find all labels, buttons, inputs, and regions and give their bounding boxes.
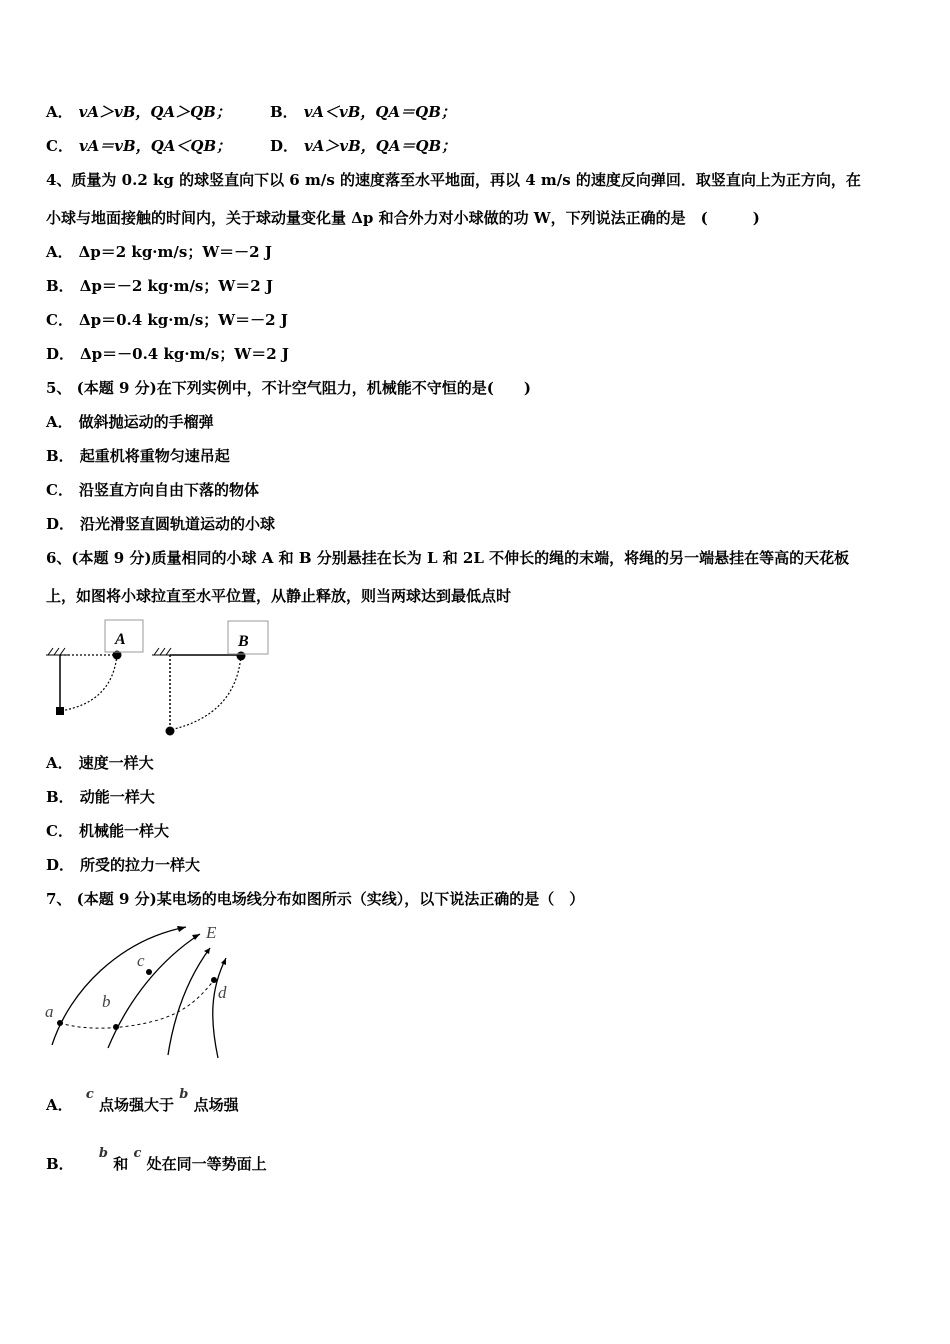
dashed-path — [60, 980, 214, 1028]
q7-field-lines-figure — [40, 920, 250, 1060]
arc-a — [60, 655, 117, 711]
point-b — [113, 1024, 119, 1030]
q4-option-a: A． Δp＝2 kg·m/s；W＝－2 J — [46, 243, 272, 261]
q7-a-symbol-c: c — [85, 1087, 94, 1102]
q5-option-d: D． 沿光滑竖直圆轨道运动的小球 — [46, 515, 276, 533]
point-d — [211, 977, 217, 983]
q7-b-symbol-b: b — [98, 1146, 109, 1161]
pendulum-b — [152, 621, 268, 736]
label-d-point: d — [218, 983, 227, 1002]
q3-option-row-1 — [46, 102, 456, 122]
q4-option-c: C． Δp＝0.4 kg·m/s；W＝－2 J — [46, 311, 288, 329]
q5-stem: 5、 (本题 9 分)在下列实例中，不计空气阻力，机械能不守恒的是( ) — [46, 379, 531, 397]
q7-stem: 7、 (本题 9 分)某电场的电场线分布如图所示（实线），以下说法正确的是（ ） — [46, 890, 585, 908]
label-b: B — [238, 633, 249, 650]
point-c — [146, 969, 152, 975]
field-line-4 — [213, 958, 226, 1058]
point-a — [57, 1020, 63, 1026]
q7-option-a: A． c 点场强大于 b 点场强 — [46, 1087, 239, 1114]
q4-stem-line-2: 小球与地面接触的时间内，关于球动量变化量 Δp 和合外力对小球做的功 W，下列说法正确的是 ( ) — [46, 209, 760, 227]
q6-stem-line-2: 上，如图将小球拉直至水平位置，从静止释放，则当两球达到最低点时 — [46, 587, 512, 605]
q6-pendulum-figure — [40, 615, 280, 740]
hatch-b-2 — [160, 648, 165, 655]
q3-option-b: B． vA＜vB，QA＝QB； — [270, 103, 456, 121]
q3-option-a: A． vA＞vB，QA＞QB； — [46, 103, 231, 121]
label-b-point: b — [102, 992, 111, 1011]
q6-option-d: D． 所受的拉力一样大 — [46, 856, 201, 874]
q6-option-a: A． 速度一样大 — [46, 754, 154, 772]
hatch-a-1 — [48, 648, 53, 655]
q6-option-c: C． 机械能一样大 — [46, 822, 169, 840]
q5-option-a: A． 做斜抛运动的手榴弹 — [46, 413, 214, 431]
q6-option-b: B． 动能一样大 — [46, 788, 155, 806]
ball-a-bottom — [56, 707, 64, 715]
label-a: A — [115, 631, 126, 648]
q3-option-d-text: vA＞vB，QA＝QB； — [304, 137, 457, 155]
q3-option-b-text: vA＜vB，QA＝QB； — [303, 103, 456, 121]
ball-b-start — [237, 652, 246, 661]
arc-b — [170, 655, 241, 730]
label-c-point: c — [137, 951, 145, 970]
q7-a-symbol-b: b — [179, 1087, 189, 1102]
field-line-1 — [52, 927, 186, 1045]
q3-option-d: D． vA＞vB，QA＝QB； — [270, 137, 457, 155]
ball-b-bottom — [166, 727, 175, 736]
q3-option-c-text: vA＝vB，QA＜QB； — [78, 137, 232, 155]
arrow-1 — [177, 926, 186, 932]
label-E: E — [206, 923, 217, 942]
hatch-a-3 — [60, 648, 65, 655]
q5-option-c: C． 沿竖直方向自由下落的物体 — [46, 481, 259, 499]
q4-option-b: B． Δp＝－2 kg·m/s；W＝2 J — [46, 277, 273, 295]
q7-b-symbol-c: c — [133, 1146, 142, 1161]
q5-option-b: B． 起重机将重物匀速吊起 — [46, 447, 230, 465]
arrow-4 — [221, 958, 226, 965]
q4-option-d: D． Δp＝－0.4 kg·m/s；W＝2 J — [46, 345, 289, 363]
q4-stem-line-1: 4、质量为 0.2 kg 的球竖直向下以 6 m/s 的速度落至水平地面，再以 4 m/s 的速度反向弹回．取竖直向上为正方向，在 — [46, 171, 861, 189]
q3-option-row-2 — [46, 136, 457, 156]
q3-option-a-text: vA＞vB，QA＞QB； — [78, 103, 231, 121]
hatch-b-1 — [154, 648, 159, 655]
q6-stem-line-1: 6、(本题 9 分)质量相同的小球 A 和 B 分别悬挂在长为 L 和 2L 不伸长的绳的末端，将绳的另一端悬挂在等高的天花板 — [46, 549, 850, 567]
hatch-a-2 — [54, 648, 59, 655]
q3-option-c: C． vA＝vB，QA＜QB； — [46, 137, 232, 155]
label-a-point: a — [45, 1002, 54, 1021]
field-line-3 — [168, 948, 210, 1055]
hatch-b-3 — [166, 648, 171, 655]
pendulum-a — [46, 620, 143, 715]
q7-option-b: B． b 和 c 处在同一等势面上 — [46, 1146, 267, 1173]
